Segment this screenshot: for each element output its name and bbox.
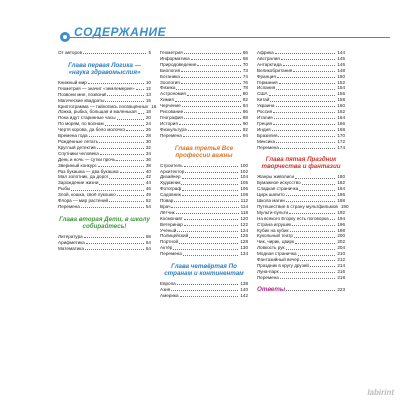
toc-entry-title: Перемена — [257, 144, 279, 150]
toc-entry-title: Бумажное искусство — [257, 180, 301, 186]
toc-entry-title: Цирк шапито — [257, 192, 285, 198]
chapter-4-list — [160, 281, 248, 299]
toc-entry-title: Зоология — [160, 79, 180, 85]
chapter-5-title: Глава пятая Праздник творчества и фантазии — [261, 156, 341, 171]
toc-entry[interactable] — [58, 50, 151, 56]
col1-top — [58, 50, 151, 56]
toc-entry-title: Рисование — [160, 109, 184, 115]
toc-entry-page: 64 — [145, 239, 151, 245]
toc-entry-page: 156 — [337, 91, 345, 97]
toc-entry-title: Франция — [257, 73, 276, 79]
toc-entry-title: Книжный мир — [58, 79, 87, 85]
toc-entry-page: 86 — [242, 109, 248, 115]
toc-entry-title: Зарождение жизни — [58, 180, 99, 186]
toc-entry-page: 84 — [242, 103, 248, 109]
toc-entry-page: 26 — [145, 127, 151, 133]
col2-top — [160, 50, 248, 139]
toc-entry-page: 152 — [337, 79, 345, 85]
toc-entry-page: 46 — [145, 186, 151, 192]
toc-entry[interactable] — [160, 251, 248, 257]
toc-entry-title: Сладкая страничка — [257, 186, 299, 192]
chapter-1-title: Глава первая Логика — «наука здравомыслия» — [68, 61, 141, 76]
toc-entry-title: Биология — [160, 67, 181, 73]
toc-entry-title: Антарктида — [257, 61, 282, 67]
toc-entry-page: 78 — [242, 85, 248, 91]
toc-entry-title: Дизайнер — [160, 174, 181, 180]
toc-entry-page: 126 — [240, 233, 248, 239]
toc-entry-title: Черчение — [160, 103, 181, 109]
toc-entry-title: Фотограф — [160, 186, 182, 192]
toc-entry-title: Ветеринар — [160, 221, 183, 227]
toc-entry-title: География — [160, 114, 183, 120]
toc-entry-page: 158 — [337, 97, 345, 103]
toc-entry-title: Украина — [257, 103, 275, 109]
toc-entry-page: 52 — [145, 198, 151, 204]
toc-entry-page: 76 — [242, 79, 248, 85]
toc-entry-title: Магические квадраты — [58, 97, 105, 103]
toc-entry-title: Перемена — [160, 251, 182, 257]
toc-entry-title: Позвони мне, позвони! — [58, 91, 107, 97]
toc-entry-page: 106 — [240, 186, 248, 192]
toc-entry-page: 134 — [240, 251, 248, 257]
toc-entry-page: 102 — [240, 168, 248, 174]
toc-entry-title: Чик, чирик, цвирк — [257, 239, 295, 245]
toc-entry-page: 68 — [242, 55, 248, 61]
toc-entry-title: Астрономия — [160, 91, 186, 97]
toc-entry-title: Природоведение — [160, 61, 197, 67]
chapter-3-list — [160, 163, 248, 258]
header — [0, 0, 400, 56]
toc-entry-page: 34 — [145, 150, 151, 156]
toc-entry-title: Рыбы — [58, 186, 71, 192]
toc-entry-title: Австралия — [257, 55, 280, 61]
toc-entry-title: Врач — [160, 203, 171, 209]
toc-entry[interactable] — [58, 246, 151, 252]
chapter-3-title: Глава третья Все профессии важны — [174, 144, 234, 159]
toc-entry-title: Мексика — [257, 138, 276, 144]
toc-entry-page: 122 — [240, 221, 248, 227]
toc-entry-page: 190 — [340, 203, 349, 209]
toc-entry-page: 58 — [145, 233, 151, 239]
toc-entry-page: 32 — [145, 144, 151, 150]
toc-entry-page: 49 — [145, 192, 151, 198]
toc-entry-page: 172 — [337, 138, 345, 144]
toc-entry-page: 120 — [240, 215, 248, 221]
toc-entry-title: Бразилия — [257, 132, 278, 138]
toc-entry-page: 180 — [337, 174, 345, 180]
col3-top — [257, 50, 345, 150]
toc-entry-page: 13 — [145, 91, 151, 97]
toc-entry-title: Европа — [160, 281, 176, 287]
toc-entry-title: Азия — [160, 287, 171, 292]
chapter-4-title: Глава четвёртая По странам и континентам — [164, 263, 244, 278]
toc-entry-title: Круглый детектив — [58, 144, 96, 150]
toc-entry-page: 146 — [337, 61, 345, 67]
toc-entry-page: 196 — [337, 221, 345, 227]
toc-entry-page: 210 — [337, 251, 345, 257]
toc-entry-title: Строитель — [160, 162, 183, 168]
toc-column-1 — [58, 50, 157, 252]
toc-entry-title: Испания — [257, 85, 276, 91]
toc-entry-page: 42 — [145, 174, 151, 180]
toc-entry-title: Злой, кошка, своё лукошко — [58, 192, 116, 198]
toc-entry-page: 66 — [242, 50, 248, 55]
toc-entry-page: 20 — [145, 115, 151, 121]
toc-entry-title: Литература — [58, 233, 83, 239]
toc-entry-page: 184 — [337, 186, 345, 192]
toc-entry-title: Математика — [58, 245, 84, 251]
toc-entry-page: 108 — [240, 192, 248, 198]
toc-entry-page: 70 — [242, 61, 248, 67]
answers-entry[interactable] — [257, 287, 345, 293]
toc-entry-page: 80 — [242, 91, 248, 97]
toc-entry-title: Времена года — [58, 133, 88, 139]
chapter-1-list — [58, 79, 157, 210]
toc-entry-page: 24 — [145, 121, 151, 127]
toc-entry-title: По морям, по волнам — [58, 121, 104, 127]
toc-entry-title: На всякого Егорку есть поговорка — [257, 215, 329, 221]
toc-entry-page: 30 — [145, 138, 151, 144]
toc-entry-title: Повар — [160, 198, 174, 204]
toc-entry-title: Ботаника — [160, 73, 180, 79]
toc-entry-title: Перемена — [160, 132, 182, 138]
toc-entry-page: 54 — [145, 203, 151, 209]
toc-entry-title: Полицейский — [160, 233, 189, 239]
toc-entry-title: Школа магии — [257, 198, 285, 204]
toc-entry-page: 186 — [337, 192, 345, 198]
toc-entry-title: Космонавт — [160, 215, 183, 221]
toc-entry-title: Спутники человека — [58, 150, 99, 156]
page-title: СОДЕРЖАНИЕ — [74, 25, 167, 39]
toc-entry-title: Раз букашка — два букашка — [58, 168, 119, 174]
toc-entry-page: 154 — [337, 85, 345, 91]
toc-entry-page: 140 — [240, 287, 248, 292]
toc-column-2 — [160, 50, 248, 299]
toc-entry-page: 174 — [337, 144, 345, 150]
toc-entry-title: Криптограмма — тайнопись посвящённых — [58, 103, 149, 109]
toc-entry-title: Актёр — [160, 245, 173, 251]
toc-entry-page: 114 — [240, 203, 248, 209]
toc-entry-page: 218 — [337, 274, 345, 280]
toc-entry-page: 200 — [337, 233, 345, 239]
toc-entry-page: 138 — [240, 281, 248, 287]
toc-entry-page: 188 — [337, 198, 345, 204]
toc-entry-title: Пока идут старинные часы — [58, 115, 116, 121]
toc-entry-page: 40 — [145, 168, 151, 174]
toc-entry-title: Архитектор — [160, 168, 185, 174]
toc-entry-title: Портной — [160, 239, 179, 245]
toc-entry-title: От авторов — [58, 50, 83, 55]
toc-entry-title: Ложка, рыбка, большая и маленькая — [58, 109, 137, 115]
toc-entry-title: Мульти-пульти — [257, 209, 289, 215]
toc-entry-page: 118 — [240, 209, 248, 215]
toc-entry-page: 82 — [242, 97, 248, 103]
toc-entry-title: Звериный конкурс — [58, 162, 97, 168]
toc-entry-page: 18 — [145, 109, 151, 115]
toc-entry-page: 182 — [337, 180, 345, 186]
toc-entry-title: Россия — [257, 109, 273, 115]
toc-entry[interactable] — [58, 204, 151, 210]
toc-entry-title: Учёный — [160, 227, 177, 233]
toc-entry-title: Индия — [257, 126, 271, 132]
toc-entry-title: Флора — мир растений — [58, 198, 109, 204]
toc-entry-title: Физика — [160, 85, 176, 91]
toc-entry-page: 164 — [337, 114, 345, 120]
toc-entry-title: Жанры живописи — [257, 174, 295, 180]
toc-entry-page: 5 — [148, 50, 151, 55]
toc-entry-page: 64 — [145, 245, 151, 251]
toc-entry-page: 170 — [337, 132, 345, 138]
toc-entry-page: 214 — [337, 263, 345, 268]
toc-entry-page: 124 — [240, 227, 248, 233]
toc-entry-title: Информатика — [160, 55, 190, 61]
toc-entry-page: 112 — [240, 198, 248, 204]
toc-entry-title: Художник — [160, 180, 181, 186]
bullet-icon — [60, 32, 70, 42]
chapter-5-list — [257, 174, 349, 280]
toc-entry-page: 160 — [337, 103, 345, 109]
watermark-logo: labirint — [367, 388, 394, 397]
toc-entry-title: США — [257, 91, 268, 97]
toc-entry-page: 10 — [145, 79, 151, 85]
toc-entry-page: 223 — [337, 286, 345, 292]
toc-entry-title: День и ночь — сутки прочь — [58, 156, 116, 162]
toc-entry-page: 12 — [145, 85, 151, 91]
toc-entry-title: Геометрия — значит «землемерие» — [58, 85, 135, 91]
toc-entry[interactable] — [160, 293, 248, 299]
toc-entry-title: Арифметика — [58, 239, 85, 245]
chapter-2-list — [58, 234, 151, 252]
toc-entry-page: 100 — [240, 162, 248, 168]
toc-entry[interactable] — [257, 145, 345, 151]
toc-entry-page: 166 — [337, 120, 345, 126]
toc-entry-page: 44 — [145, 180, 151, 186]
toc-entry-page: 198 — [337, 227, 345, 233]
toc-entry-title: Страна игрушек — [257, 221, 292, 227]
toc-entry-page: 216 — [337, 268, 345, 274]
toc-entry-title: Физкультура — [160, 126, 187, 132]
toc-entry-title: Перемена — [58, 203, 80, 209]
toc-entry-page: 130 — [240, 245, 248, 251]
toc-entry-title: Германия — [257, 79, 278, 85]
toc-entry-title: Модная страничка — [257, 251, 297, 257]
toc-entry-page: 162 — [337, 109, 345, 115]
toc-entry-title: Греция — [257, 120, 273, 126]
toc-entry-title: Мал золотник, да дорог — [58, 174, 109, 180]
toc-entry-title: Геометрия — [160, 50, 183, 55]
toc-entry-title: Кукольный театр — [257, 233, 293, 239]
toc-entry-page: 38 — [145, 162, 151, 168]
toc-entry-page: 15 — [145, 97, 151, 103]
toc-entry-title: Ловкость рук — [257, 245, 285, 251]
toc-entry-title: Фантазийный вечер — [257, 257, 300, 263]
toc-entry-page: 144 — [337, 50, 345, 55]
toc-entry-page: 88 — [242, 114, 248, 120]
toc-entry-page: 150 — [337, 73, 345, 79]
toc-entry-page: 212 — [337, 257, 345, 263]
toc-entry-title: Италия — [257, 114, 273, 120]
toc-entry-page: 104 — [240, 174, 248, 180]
toc-entry-page: 142 — [240, 292, 248, 298]
toc-entry-page: 36 — [145, 156, 151, 162]
toc-entry-page: 202 — [337, 239, 345, 245]
toc-entry-title: Праздник в кругу друзей — [257, 263, 309, 268]
toc-entry-page: 192 — [337, 209, 345, 215]
chapter-2-title: Глава вторая Дети, в школу собирайтесь! — [59, 215, 150, 230]
toc-entry[interactable] — [160, 133, 248, 139]
toc-entry-title: Луна-парк — [257, 268, 279, 274]
toc-entry-page: 28 — [145, 133, 151, 139]
toc-entry-title: Перемена — [257, 274, 279, 280]
toc-entry-page: 94 — [242, 132, 248, 138]
toc-entry-title: Рождённые летать — [58, 138, 98, 144]
toc-entry-page: 128 — [240, 239, 248, 245]
toc-entry-title: Ответы — [257, 285, 286, 293]
toc-entry-title: Химия — [160, 97, 174, 103]
toc-entry-page: 105 — [240, 180, 248, 186]
toc-entry-page: 145 — [337, 55, 345, 61]
toc-entry-title: Путешествие в страну мультфильмов — [257, 203, 338, 209]
toc-entry-page: 16 — [151, 103, 157, 109]
toc-entry-title: Америка — [160, 292, 179, 298]
toc-entry-page: 73 — [242, 67, 248, 73]
toc-entry-page: 204 — [337, 245, 345, 251]
toc-entry-page: 194 — [337, 215, 345, 221]
toc-entry-title: Лётчик — [160, 209, 175, 215]
toc-column-3 — [257, 50, 349, 293]
toc-entry-title: Чертя корова, да бело молочко — [58, 127, 126, 133]
toc-entry-title: Китай — [257, 97, 270, 103]
toc-entry-title: Садовник — [160, 192, 181, 198]
toc-entry-page: 92 — [242, 126, 248, 132]
toc-entry-page: 168 — [337, 126, 345, 132]
toc-entry-title: Африка — [257, 50, 274, 55]
toc-entry-title: Великобритания — [257, 67, 293, 73]
toc-entry-page: 74 — [242, 73, 248, 79]
toc-entry-page: 148 — [337, 67, 345, 73]
toc-entry-page: 90 — [242, 120, 248, 126]
toc-entry-title: Кубик на кубик — [257, 227, 289, 233]
toc-entry-title: История — [160, 120, 178, 126]
